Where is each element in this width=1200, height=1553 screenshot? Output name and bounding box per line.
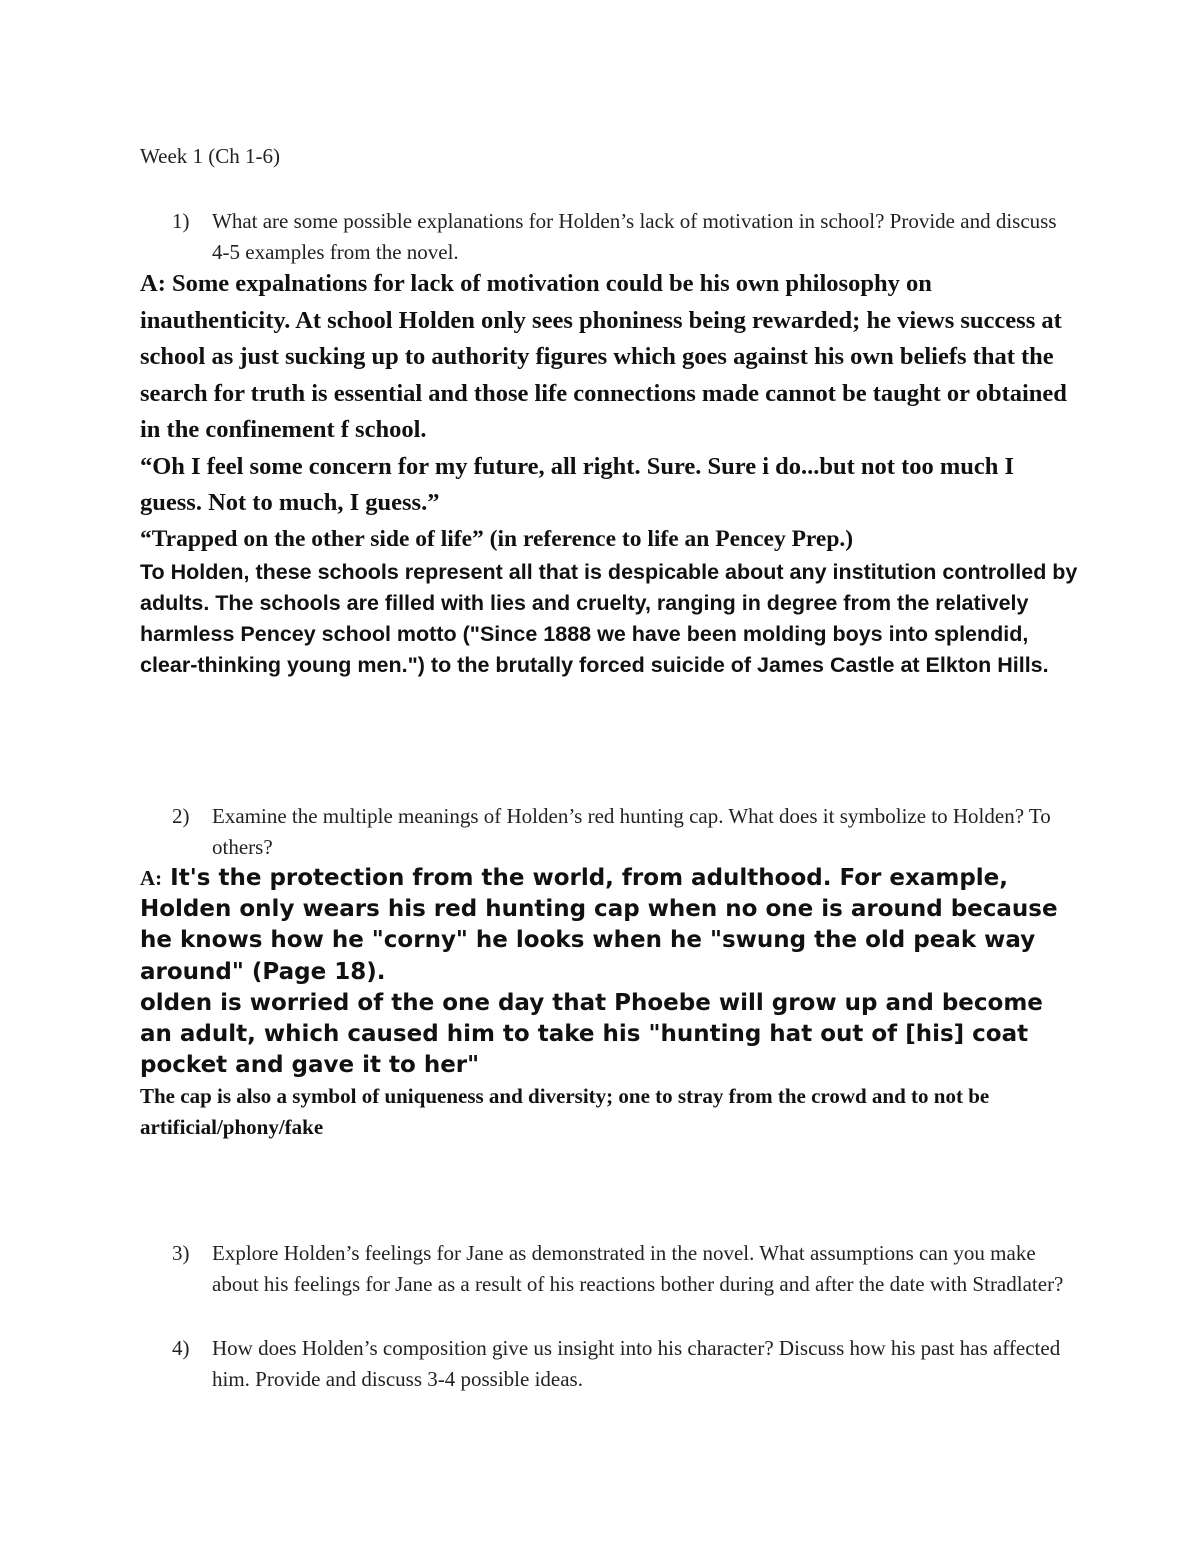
- question-number: 4): [172, 1336, 190, 1360]
- question-number: 3): [172, 1241, 190, 1265]
- answer-2: [140, 863, 1080, 1143]
- question-text: What are some possible explanations for Holden’s lack of motivation in school? Provide and discuss 4-5 examples from the novel.: [212, 209, 1057, 264]
- answer-1-paragraph: A: Some expalnations for lack of motivation could be his own philosophy on inauthenticity. At school Holden only sees phoniness being rewarded; he views success at school as just sucking up to authority figures which goes against his own beliefs that the search for truth is essential and those life connections made cannot be taught or obtained in the confinement f school.: [140, 270, 1067, 443]
- answer-1: [140, 266, 1080, 682]
- question-2: [172, 801, 1072, 863]
- question-1: [172, 206, 1072, 268]
- answer-2-text: It's the protection from the world, from adulthood. For example, Holden only wears his red hunting cap when no one is around because he knows how he "corny" he looks when he "swung the old peak way around" (Page 18).: [140, 865, 1058, 985]
- question-4: [172, 1333, 1072, 1395]
- answer-2-paragraph: olden is worried of the one day that Phoebe will grow up and become an adult, which caused him to take his "hunting hat out of [his] coat pocket and gave it to her": [140, 989, 1043, 1079]
- question-number: 2): [172, 804, 190, 828]
- question-text: Examine the multiple meanings of Holden’s red hunting cap. What does it symbolize to Holden? To others?: [212, 804, 1051, 859]
- answer-prefix: A:: [140, 866, 163, 890]
- question-3: [172, 1238, 1072, 1300]
- answer-1-paragraph: To Holden, these schools represent all that is despicable about any institution controlled by adults. The schools are filled with lies and cruelty, ranging in degree from the relatively harmless Pencey school motto ("Since 1888 we have been molding boys into splendid, clear-thinking young men.") to the brutally forced suicide of James Castle at Elkton Hills.: [140, 559, 1078, 678]
- answer-1-quote: “Oh I feel some concern for my future, all right. Sure. Sure i do...but not too much I guess. Not to much, I guess.”: [140, 452, 1015, 516]
- answer-1-quote: “Trapped on the other side of life” (in reference to life an Pencey Prep.): [140, 525, 854, 552]
- answer-2-paragraph: [140, 863, 1080, 988]
- question-number: 1): [172, 209, 190, 233]
- answer-2-paragraph: The cap is also a symbol of uniqueness and diversity; one to stray from the crowd and to not be artificial/phony/fake: [140, 1084, 990, 1140]
- page-heading: Week 1 (Ch 1-6): [140, 144, 281, 168]
- question-text: How does Holden’s composition give us insight into his character? Discuss how his past has affected him. Provide and discuss 3-4 possible ideas.: [212, 1336, 1061, 1391]
- question-text: Explore Holden’s feelings for Jane as demonstrated in the novel. What assumptions can you make about his feelings for Jane as a result of his reactions bother during and after the date with Stradlater?: [212, 1241, 1064, 1296]
